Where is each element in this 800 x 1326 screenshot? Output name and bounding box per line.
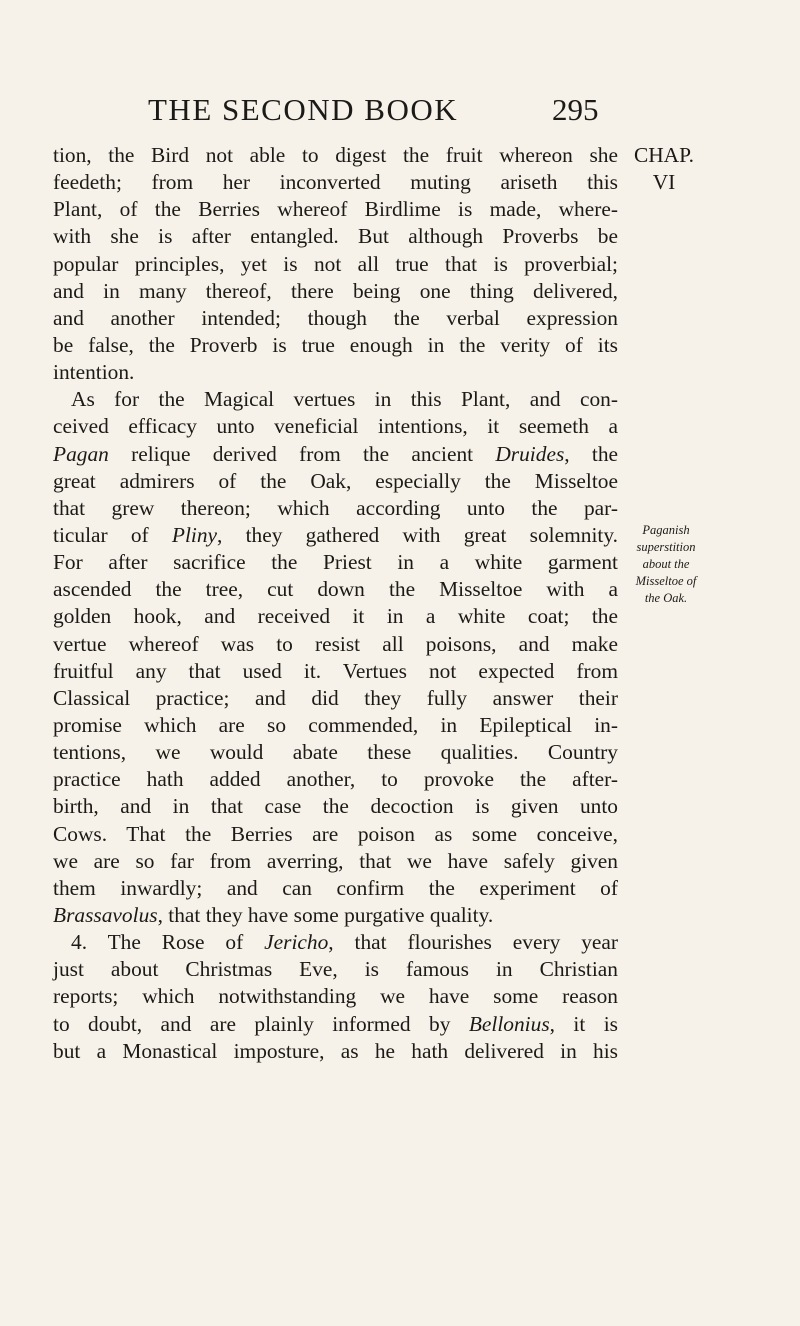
text-line: promise which are so commended, in Epileptical in-: [53, 712, 618, 737]
text-line: be false, the Proverb is true enough in the verity of its: [53, 332, 618, 357]
text-line: ceived efficacy unto veneficial intentions, it seemeth a: [53, 414, 618, 439]
page-number: 295: [552, 92, 599, 127]
text-line: practice hath added another, to provoke the after-: [53, 767, 618, 792]
body-text: [53, 142, 618, 1065]
text-line: tentions, we would abate these qualities. Country: [53, 740, 618, 765]
text-fragment: , that flourishes every year: [328, 930, 618, 955]
sidenote-line: about the: [642, 557, 690, 571]
sidenote-line: the Oak.: [644, 591, 688, 605]
text-line: feedeth; from her inconverted muting ariseth this: [53, 170, 618, 195]
italic-name: Jericho: [264, 930, 329, 955]
text-line: with she is after entangled. But although Proverbs be: [53, 224, 618, 249]
text-line: reports; which notwithstanding we have some reason: [53, 984, 618, 1009]
text-line: For after sacrifice the Priest in a white garment: [53, 550, 618, 575]
sidenote-line: superstition: [636, 540, 696, 554]
chapter-number: VI: [652, 170, 676, 195]
text-line: Classical practice; and did they fully answer their: [53, 685, 618, 710]
text-line: but a Monastical imposture, as he hath delivered in his: [53, 1038, 618, 1063]
text-line: we are so far from averring, that we have safely given: [53, 848, 618, 873]
text-line: birth, and in that case the decoction is given unto: [53, 794, 618, 819]
text-line: and in many thereof, there being one thing delivered,: [53, 278, 618, 303]
text-fragment: , it is: [549, 1011, 618, 1036]
text-line: just about Christmas Eve, is famous in Christian: [53, 957, 618, 982]
text-line: [53, 929, 618, 956]
italic-name: Pagan: [53, 441, 109, 466]
sidenote-line: Paganish: [642, 523, 690, 537]
chapter-label: CHAP.: [633, 143, 695, 167]
sidenote-line: Misseltoe of: [635, 574, 697, 588]
text-line: [53, 441, 618, 468]
text-line: them inwardly; and can confirm the experiment of: [53, 875, 618, 900]
text-fragment: relique derived from the ancient: [108, 441, 496, 466]
text-line: [53, 902, 618, 929]
text-fragment: 4. The Rose of: [71, 930, 265, 955]
running-head: [0, 92, 800, 132]
text-line: intention.: [53, 360, 135, 385]
text-line: tion, the Bird not able to digest the fruit whereon she: [53, 143, 618, 167]
text-fragment: to doubt, and are plainly informed by: [53, 1011, 469, 1036]
text-line: popular principles, yet is not all true that is proverbial;: [53, 251, 618, 276]
text-line: As for the Magical vertues in this Plant, and con-: [71, 387, 618, 412]
italic-name: Bellonius: [468, 1011, 550, 1036]
text-line: great admirers of the Oak, especially the Misseltoe: [53, 468, 618, 493]
italic-name: Brassavolus: [53, 902, 158, 927]
text-line: [53, 522, 618, 549]
running-head-title: THE SECOND BOOK: [148, 92, 459, 127]
chapter-marker: [624, 142, 704, 196]
text-fragment: , they gathered with great solemnity.: [217, 522, 618, 547]
text-line: fruitful any that used it. Vertues not expected from: [53, 658, 618, 683]
text-line: [53, 1011, 618, 1038]
text-fragment: , the: [564, 441, 619, 466]
text-line: ascended the tree, cut down the Misseltoe with a: [53, 577, 618, 602]
text-line: vertue whereof was to resist all poisons, and make: [53, 631, 618, 656]
text-fragment: ticular of: [53, 522, 172, 547]
margin-sidenote: [620, 522, 712, 607]
text-line: and another intended; though the verbal expression: [53, 305, 618, 330]
italic-name: Druides: [495, 441, 565, 466]
text-line: golden hook, and received it in a white coat; the: [53, 604, 618, 629]
text-line: Plant, of the Berries whereof Birdlime is made, where-: [53, 197, 618, 222]
italic-name: Pliny: [171, 522, 218, 547]
text-fragment: , that they have some purgative quality.: [157, 902, 494, 927]
text-line: Cows. That the Berries are poison as some conceive,: [53, 821, 618, 846]
text-line: that grew thereon; which according unto the par-: [53, 495, 618, 520]
